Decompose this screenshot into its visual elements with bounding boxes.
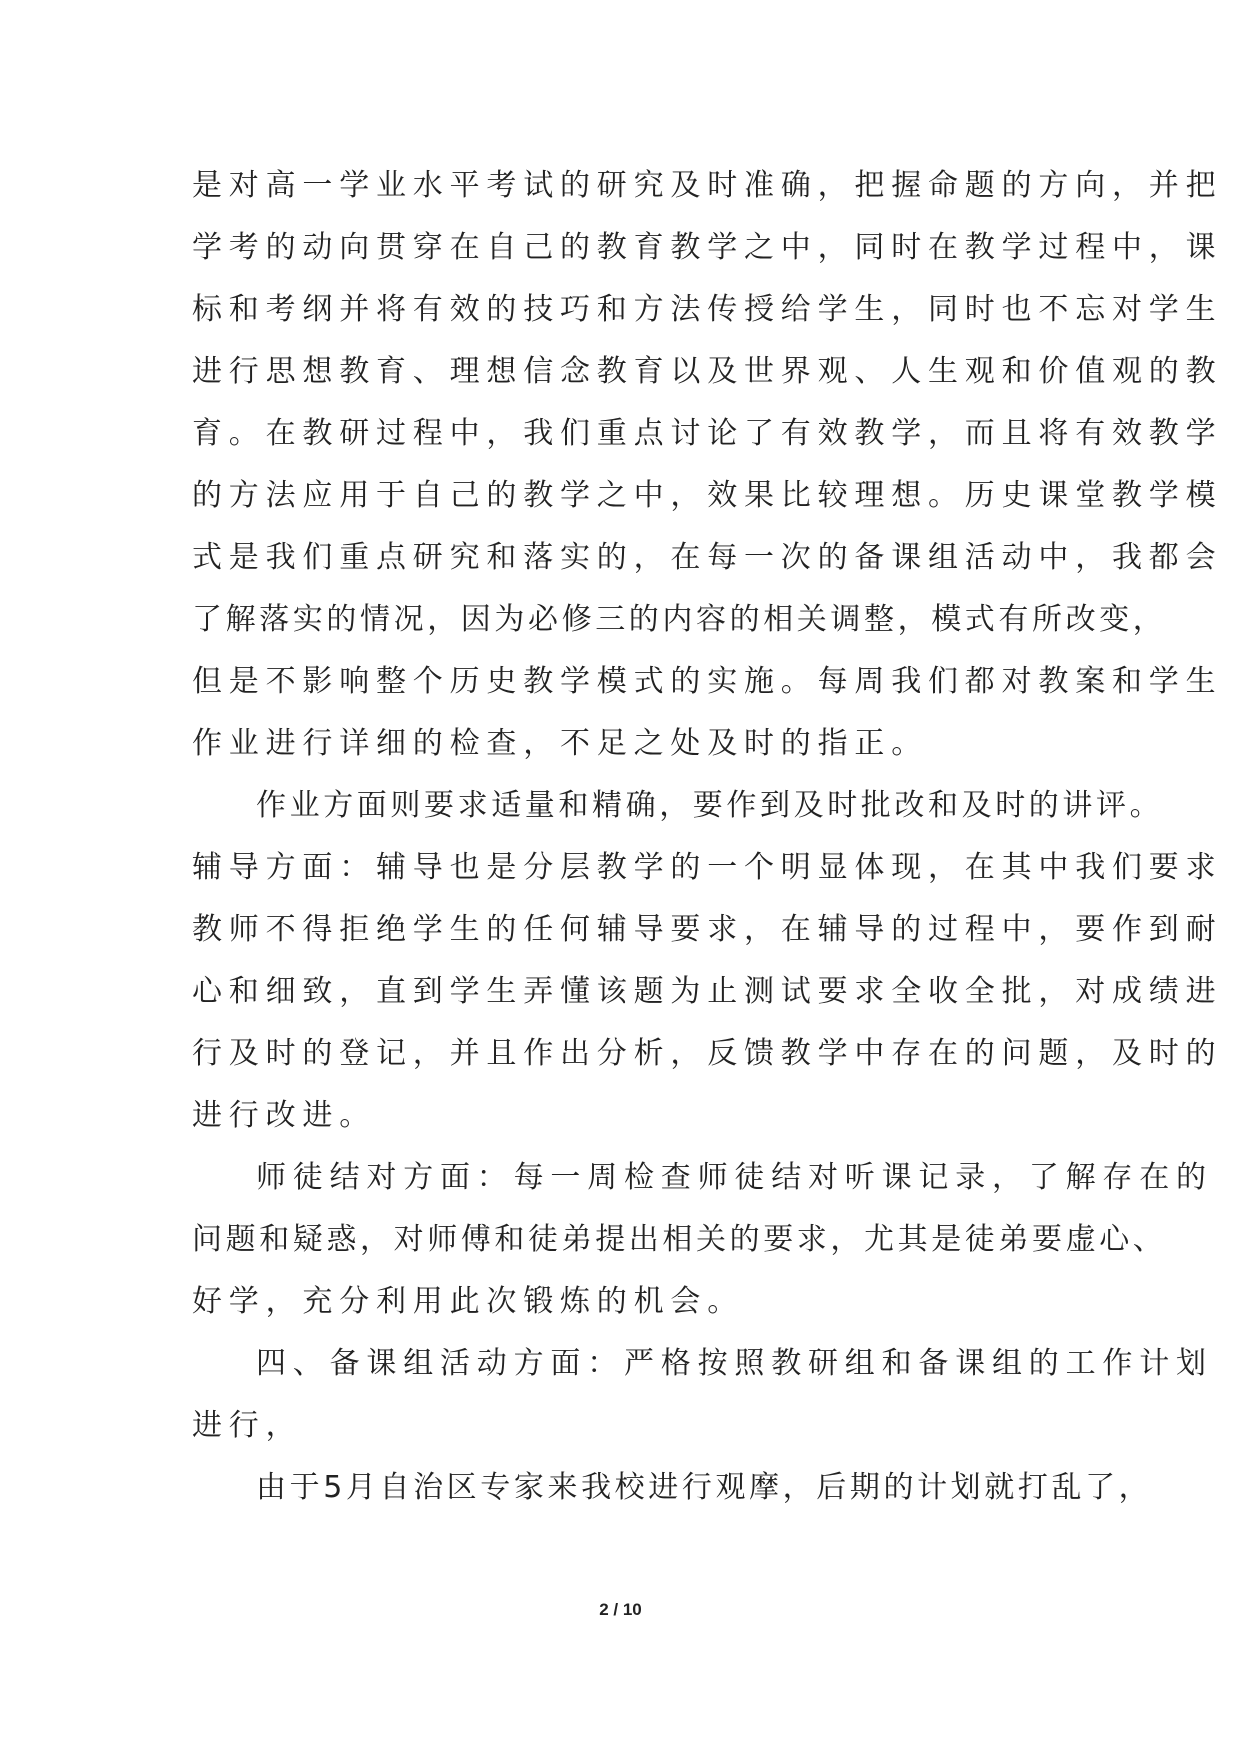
paragraph-first-line: 作业方面则要求适量和精确，要作到及时批改和及时的讲评。 (256, 788, 1164, 823)
paragraph-first-line: 由于5月自治区专家来我校进行观摩，后期的计划就打乱了， (256, 1470, 1153, 1505)
text-line: 行及时的登记，并且作出分析，反馈教学中存在的问题，及时的 (192, 1036, 1223, 1071)
text-line: 进行思想教育、理想信念教育以及世界观、人生观和价值观的教 (192, 354, 1223, 389)
text-line: 育。在教研过程中，我们重点讨论了有效教学，而且将有效教学 (192, 416, 1223, 451)
text-line: 问题和疑惑，对师傅和徒弟提出相关的要求，尤其是徒弟要虚心、 (192, 1222, 1167, 1257)
text-line: 好学，充分利用此次锻炼的机会。 (192, 1284, 744, 1319)
text-line: 了解落实的情况，因为必修三的内容的相关调整，模式有所改变， (192, 602, 1167, 637)
text-line: 教师不得拒绝学生的任何辅导要求，在辅导的过程中，要作到耐 (192, 912, 1223, 947)
text-line: 是对高一学业水平考试的研究及时准确，把握命题的方向，并把 (192, 168, 1223, 203)
text-line: 学考的动向贯穿在自己的教育教学之中，同时在教学过程中，课 (192, 230, 1223, 265)
paragraph-first-line: 师徒结对方面：每一周检查师徒结对听课记录，了解存在的 (256, 1160, 1213, 1195)
paragraph-first-line: 四、备课组活动方面：严格按照教研组和备课组的工作计划 (256, 1346, 1213, 1381)
text-line: 辅导方面：辅导也是分层教学的一个明显体现，在其中我们要求 (192, 850, 1223, 885)
text-line: 心和细致，直到学生弄懂该题为止测试要求全收全批，对成绩进 (192, 974, 1223, 1009)
page-number: 2 / 10 (599, 1600, 642, 1619)
text-line: 式是我们重点研究和落实的，在每一次的备课组活动中，我都会 (192, 540, 1223, 575)
text-line: 的方法应用于自己的教学之中，效果比较理想。历史课堂教学模 (192, 478, 1223, 513)
text-line: 但是不影响整个历史教学模式的实施。每周我们都对教案和学生 (192, 664, 1223, 699)
text-line: 作业进行详细的检查，不足之处及时的指正。 (192, 726, 928, 761)
text-line: 标和考纲并将有效的技巧和方法传授给学生，同时也不忘对学生 (192, 292, 1223, 327)
document-body (192, 155, 1223, 1519)
text-line: 进行， (192, 1408, 303, 1443)
text-line: 进行改进。 (192, 1098, 376, 1133)
